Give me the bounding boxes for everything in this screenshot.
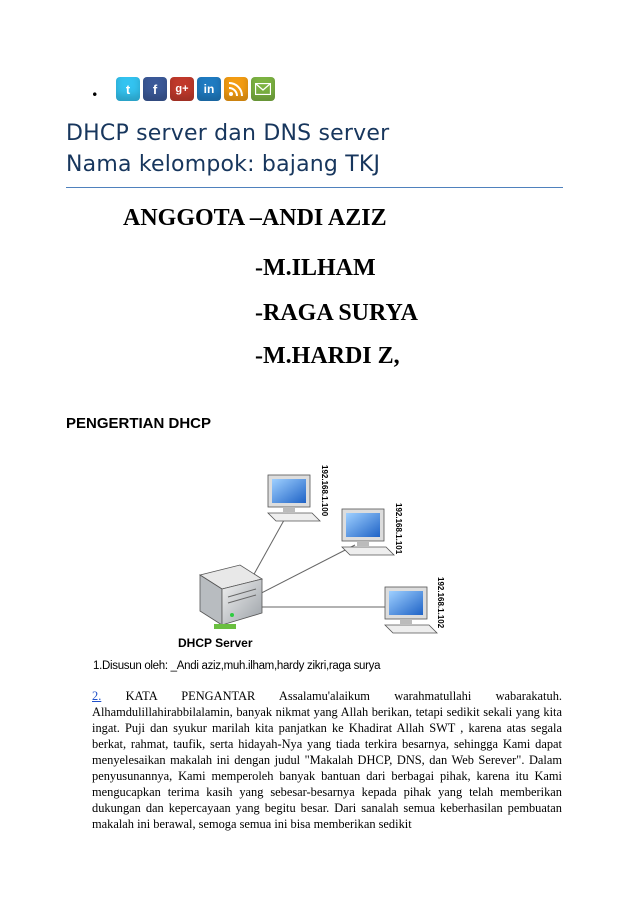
linkedin-icon[interactable]: in [197,77,221,101]
section-heading: PENGERTIAN DHCP [66,415,212,432]
member-1: -M.ILHAM [255,255,376,281]
title-line-2: Nama kelompok: bajang TKJ [66,152,381,177]
computer-icon-2 [342,509,394,555]
document-title [66,118,389,180]
members-label: ANGGOTA –ANDI AZIZ [123,205,387,231]
share-bar [116,77,275,101]
preface-paragraph [92,688,562,832]
preface-text: KATA PENGANTAR Assalamu'alaikum warahmatullahi wabarakatuh. Alhamdulillahirabbilalamin, banyak nikmat yang Allah berikan, tetapi sedikit sekali yang kita ingat. Puji dan syukur marilah kita panjatkan ke Khadirat Allah SWT , karena atas segala berkat, rahmat, taufik, serta hidayah-Nya yang tiada terkira besarnya, sehingga Kami dapat menyelesaikan makalah ini dengan judul "Makalah DHCP, DNS, dan Web Serever". Dalam penyusunannya, Kami memperoleh banyak bantuan dari berbagai pihak, karena itu Kami mengucapkan terima kasih yang sebesar-besarnya kepada pihak yang telah memberikan dukungan dan kepercayaan yang begitu besar. Dari sanalah semua keberhasilan pembuatan makalah ini berawal, semoga semua ini bisa memberikan sedikit [92,689,562,831]
title-line-1: DHCP server dan DNS server [66,121,390,146]
google-plus-icon[interactable]: g+ [170,77,194,101]
list-bullet: . [92,76,98,101]
server-label: DHCP Server [178,636,253,650]
author-caption: 1.Disusun oleh: _Andi aziz,muh.ilham,hardy zikri,raga surya [93,660,381,672]
facebook-icon[interactable]: f [143,77,167,101]
title-underline [66,187,563,188]
server-icon [200,565,262,625]
computer-icon-3 [385,587,437,633]
rss-glyph [228,81,244,97]
member-3: -M.HARDI Z, [255,343,400,369]
member-2: -RAGA SURYA [255,300,418,326]
dhcp-network-diagram [170,455,470,655]
computer-icon-1 [268,475,320,521]
ip-label-1: 192.168.1.100 [320,465,329,517]
ip-label-2: 192.168.1.101 [394,503,403,555]
rss-icon[interactable] [224,77,248,101]
envelope-glyph [255,83,271,95]
server-network-port [214,624,236,629]
twitter-icon[interactable]: t [116,77,140,101]
email-icon[interactable] [251,77,275,101]
ip-label-3: 192.168.1.102 [436,577,445,629]
list-number-link[interactable]: 2. [92,689,102,703]
